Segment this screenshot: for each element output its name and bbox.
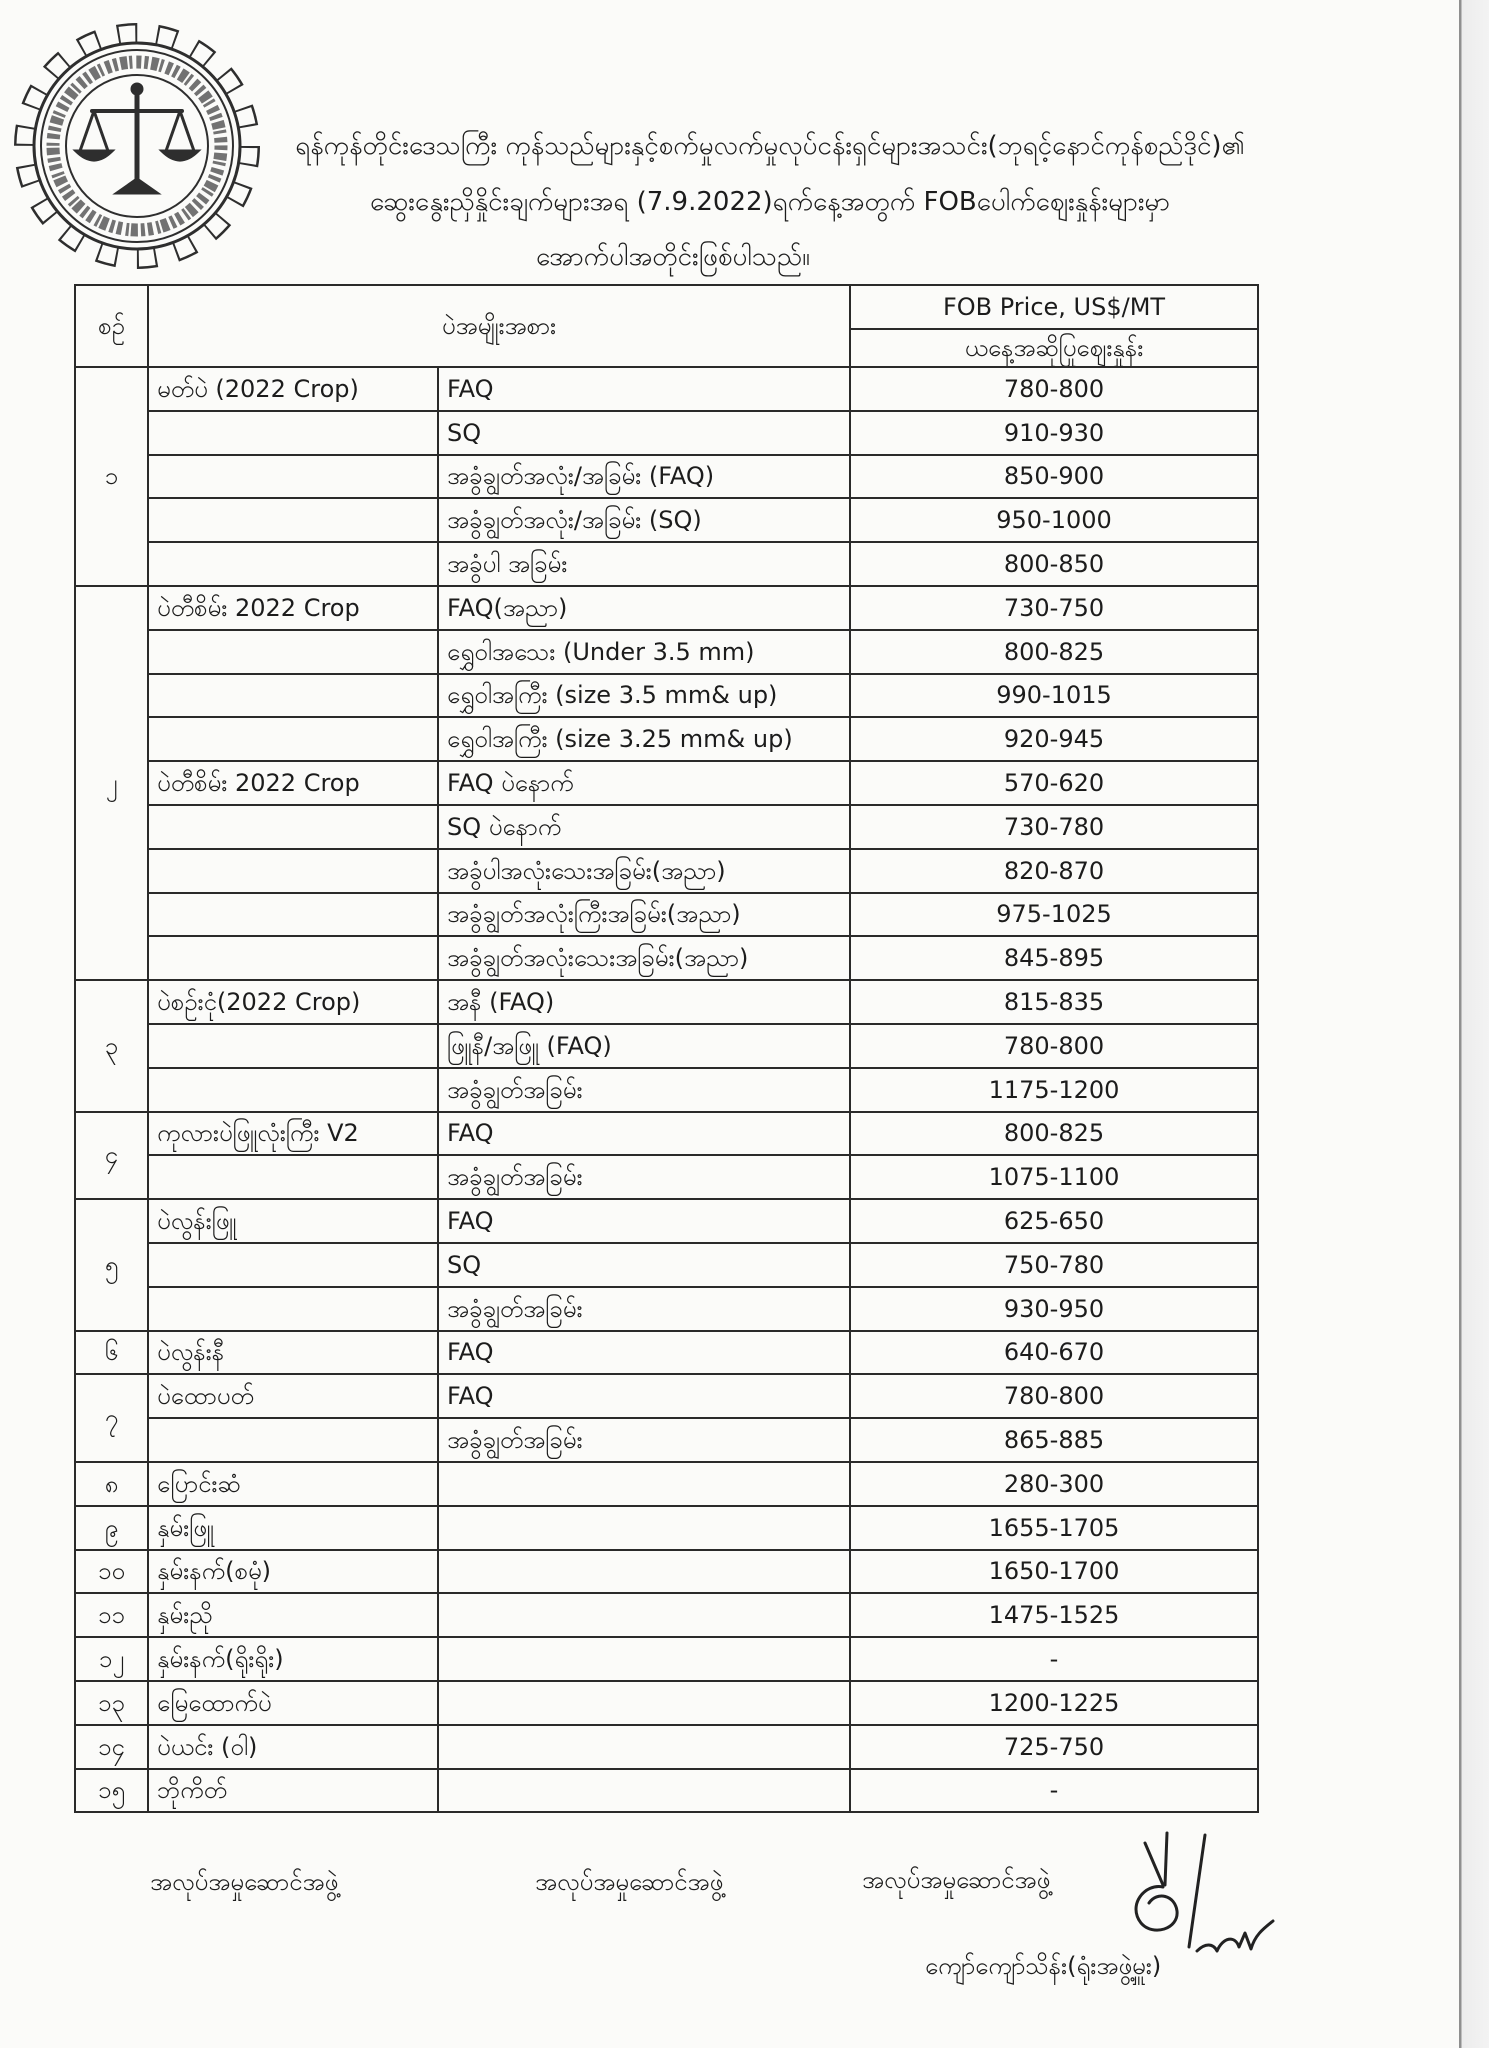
product-name-cell: မတ်ပဲ (2022 Crop) [148, 367, 438, 411]
grade-cell: FAQ(အညာ) [438, 586, 850, 630]
table-row [75, 586, 1258, 630]
serial-no-cell: ၁၂ [75, 1637, 148, 1681]
serial-no-cell: ၁၄ [75, 1725, 148, 1769]
price-cell: 1175-1200 [850, 1068, 1258, 1112]
price-cell: 750-780 [850, 1243, 1258, 1287]
price-cell: - [850, 1769, 1258, 1813]
table-row [75, 455, 1258, 499]
table-row [75, 936, 1258, 980]
price-cell: 730-750 [850, 586, 1258, 630]
grade-cell: FAQ [438, 1331, 850, 1375]
price-cell: 1075-1100 [850, 1155, 1258, 1199]
table-row [75, 1068, 1258, 1112]
product-name-cell [148, 893, 438, 937]
product-name-cell: နှမ်းနက်(ရိုးရိုး) [148, 1637, 438, 1681]
table-row [75, 1199, 1258, 1243]
price-cell: 780-800 [850, 367, 1258, 411]
grade-cell: FAQ [438, 1199, 850, 1243]
product-name-cell [148, 1243, 438, 1287]
product-name-cell [148, 1418, 438, 1462]
price-cell: 800-825 [850, 1112, 1258, 1156]
grade-cell: အခွံချွတ်အလုံး/အခြမ်း (FAQ) [438, 455, 850, 499]
product-name-cell [148, 630, 438, 674]
table-row [75, 411, 1258, 455]
fob-price-table [74, 284, 1259, 1813]
serial-no-cell: ၁၃ [75, 1681, 148, 1725]
price-cell: 1200-1225 [850, 1681, 1258, 1725]
product-name-cell [148, 1287, 438, 1331]
table-row [75, 1112, 1258, 1156]
price-cell: 865-885 [850, 1418, 1258, 1462]
table-row [75, 761, 1258, 805]
grade-cell [438, 1462, 850, 1506]
product-name-cell [148, 1068, 438, 1112]
price-cell: 780-800 [850, 1374, 1258, 1418]
grade-cell [438, 1593, 850, 1637]
grade-cell: အခွံချွတ်အလုံးသေးအခြမ်း(အညာ) [438, 936, 850, 980]
product-name-cell [148, 674, 438, 718]
grade-cell: SQ [438, 411, 850, 455]
table-row [75, 980, 1258, 1024]
product-name-cell [148, 1155, 438, 1199]
price-cell: 800-850 [850, 542, 1258, 586]
grade-cell [438, 1725, 850, 1769]
signature-label-3: အလုပ်အမှုဆောင်အဖွဲ့ [862, 1866, 1051, 1894]
grade-cell [438, 1769, 850, 1813]
table-header-row [75, 285, 1258, 329]
grade-cell [438, 1637, 850, 1681]
product-name-cell [148, 1024, 438, 1068]
table-row [75, 1418, 1258, 1462]
title-line-2: ဆွေးနွေးညှိနှိုင်းချက်များအရ (7.9.2022)ရက်နေ့အတွက် FOBပေါက်ဈေးနှုန်းများမှာ [370, 187, 1170, 217]
price-cell: 725-750 [850, 1725, 1258, 1769]
price-cell: 975-1025 [850, 893, 1258, 937]
product-name-cell: ပဲလွန်းဖြူ [148, 1199, 438, 1243]
product-name-cell: ပဲယင်း (ဝါ) [148, 1725, 438, 1769]
table-row [75, 1681, 1258, 1725]
table-row [75, 1374, 1258, 1418]
table-row [75, 1550, 1258, 1594]
product-name-cell: နှမ်းနက်(စမုံ) [148, 1550, 438, 1594]
price-cell: 910-930 [850, 411, 1258, 455]
grade-cell: SQ [438, 1243, 850, 1287]
price-cell: 800-825 [850, 630, 1258, 674]
price-cell: 920-945 [850, 717, 1258, 761]
table-row [75, 674, 1258, 718]
grade-cell: အခွံပါအလုံးသေးအခြမ်း(အညာ) [438, 849, 850, 893]
product-name-cell [148, 805, 438, 849]
grade-cell: အခွံချွတ်အခြမ်း [438, 1155, 850, 1199]
grade-cell: FAQ [438, 367, 850, 411]
grade-cell: အခွံပါ အခြမ်း [438, 542, 850, 586]
header-bean-type: ပဲအမျိုးအစား [148, 285, 850, 367]
grade-cell: အနီ (FAQ) [438, 980, 850, 1024]
product-name-cell: ပဲလွန်းနီ [148, 1331, 438, 1375]
price-cell: 730-780 [850, 805, 1258, 849]
grade-cell: ဖြူနီ/အဖြူ (FAQ) [438, 1024, 850, 1068]
grade-cell: ရွှေဝါအကြီး (size 3.25 mm& up) [438, 717, 850, 761]
product-name-cell: ပြောင်းဆံ [148, 1462, 438, 1506]
product-name-cell [148, 936, 438, 980]
price-cell: 625-650 [850, 1199, 1258, 1243]
price-cell: 1650-1700 [850, 1550, 1258, 1594]
product-name-cell: ဘိုကိတ် [148, 1769, 438, 1813]
price-cell: 820-870 [850, 849, 1258, 893]
scan-page-edge [1459, 0, 1489, 2048]
price-cell: 780-800 [850, 1024, 1258, 1068]
header-serial-no: စဉ် [75, 285, 148, 367]
product-name-cell: ကုလားပဲဖြူလုံးကြီး V2 [148, 1112, 438, 1156]
serial-no-cell: ၉ [75, 1506, 148, 1550]
table-row [75, 498, 1258, 542]
product-name-cell: ပဲစဉ်းငုံ(2022 Crop) [148, 980, 438, 1024]
product-name-cell [148, 849, 438, 893]
table-row [75, 1593, 1258, 1637]
grade-cell: အခွံချွတ်အခြမ်း [438, 1418, 850, 1462]
product-name-cell [148, 455, 438, 499]
table-row [75, 1155, 1258, 1199]
grade-cell: SQ ပဲနောက် [438, 805, 850, 849]
serial-no-cell: ၈ [75, 1462, 148, 1506]
serial-no-cell: ၁၁ [75, 1593, 148, 1637]
price-cell: 845-895 [850, 936, 1258, 980]
grade-cell [438, 1506, 850, 1550]
grade-cell: FAQ ပဲနောက် [438, 761, 850, 805]
grade-cell: အခွံချွတ်အခြမ်း [438, 1068, 850, 1112]
serial-no-cell: ၄ [75, 1112, 148, 1200]
product-name-cell [148, 717, 438, 761]
product-name-cell: နှမ်းညို [148, 1593, 438, 1637]
table-row [75, 1462, 1258, 1506]
table-row [75, 1725, 1258, 1769]
header-fob-price: FOB Price, US$/MT [850, 285, 1258, 329]
grade-cell: FAQ [438, 1112, 850, 1156]
product-name-cell [148, 411, 438, 455]
signature-label-2: အလုပ်အမှုဆောင်အဖွဲ့ [535, 1868, 724, 1896]
table-row [75, 367, 1258, 411]
table-row [75, 717, 1258, 761]
serial-no-cell: ၂ [75, 586, 148, 980]
grade-cell [438, 1681, 850, 1725]
serial-no-cell: ၅ [75, 1199, 148, 1330]
product-name-cell: ပဲတီစိမ်း 2022 Crop [148, 586, 438, 630]
grade-cell: အခွံချွတ်အလုံးကြီးအခြမ်း(အညာ) [438, 893, 850, 937]
table-row [75, 849, 1258, 893]
header-proposed-price: ယနေ့အဆိုပြုဈေးနှုန်း [850, 329, 1258, 367]
price-cell: 950-1000 [850, 498, 1258, 542]
serial-no-cell: ၆ [75, 1331, 148, 1375]
product-name-cell: ပဲထောပတ် [148, 1374, 438, 1418]
table-row [75, 542, 1258, 586]
serial-no-cell: ၇ [75, 1374, 148, 1462]
signatory-name: ကျော်ကျော်သိန်း(ရုံးအဖွဲ့မှူး) [925, 1952, 1162, 1980]
table-row [75, 1769, 1258, 1813]
price-cell: 850-900 [850, 455, 1258, 499]
table-row [75, 1506, 1258, 1550]
table-row [75, 1331, 1258, 1375]
price-cell: 280-300 [850, 1462, 1258, 1506]
signature-label-1: အလုပ်အမှုဆောင်အဖွဲ့ [150, 1868, 339, 1896]
grade-cell: FAQ [438, 1374, 850, 1418]
table-row [75, 1287, 1258, 1331]
serial-no-cell: ၁၅ [75, 1769, 148, 1813]
grade-cell: အခွံချွတ်အလုံး/အခြမ်း (SQ) [438, 498, 850, 542]
product-name-cell: မြေထောက်ပဲ [148, 1681, 438, 1725]
serial-no-cell: ၃ [75, 980, 148, 1111]
serial-no-cell: ၁၀ [75, 1550, 148, 1594]
product-name-cell [148, 542, 438, 586]
title-line-1: ရန်ကုန်တိုင်းဒေသကြီး ကုန်သည်များနှင့်စက်မှုလက်မှုလုပ်ငန်းရှင်များအသင်း(ဘုရင့်နောင်ကုန်စည်ဒိုင်)၏ [295, 131, 1245, 161]
association-seal [12, 21, 262, 271]
table-row [75, 1024, 1258, 1068]
price-cell: 1475-1525 [850, 1593, 1258, 1637]
price-cell: 1655-1705 [850, 1506, 1258, 1550]
product-name-cell: နှမ်းဖြူ [148, 1506, 438, 1550]
price-cell: 815-835 [850, 980, 1258, 1024]
grade-cell [438, 1550, 850, 1594]
price-cell: 640-670 [850, 1331, 1258, 1375]
title-line-3: အောက်ပါအတိုင်းဖြစ်ပါသည်။ [536, 242, 810, 272]
grade-cell: ရွှေဝါအကြီး (size 3.5 mm& up) [438, 674, 850, 718]
table-row [75, 893, 1258, 937]
table-row [75, 1243, 1258, 1287]
table-row [75, 630, 1258, 674]
product-name-cell [148, 498, 438, 542]
grade-cell: ရွှေဝါအသေး (Under 3.5 mm) [438, 630, 850, 674]
product-name-cell: ပဲတီစိမ်း 2022 Crop [148, 761, 438, 805]
table-row [75, 1637, 1258, 1681]
price-cell: 990-1015 [850, 674, 1258, 718]
serial-no-cell: ၁ [75, 367, 148, 586]
table-row [75, 805, 1258, 849]
price-cell: - [850, 1637, 1258, 1681]
grade-cell: အခွံချွတ်အခြမ်း [438, 1287, 850, 1331]
price-cell: 930-950 [850, 1287, 1258, 1331]
price-cell: 570-620 [850, 761, 1258, 805]
